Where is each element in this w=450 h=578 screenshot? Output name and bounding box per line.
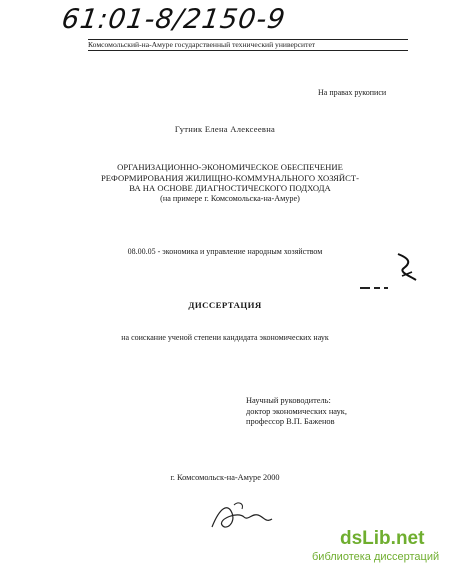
dslib-caption: библиотека диссертаций bbox=[312, 551, 440, 563]
document-type-heading: ДИССЕРТАЦИЯ bbox=[188, 300, 262, 310]
pen-scribble-mark bbox=[394, 250, 420, 284]
dslib-logo bbox=[340, 528, 424, 550]
advisor-name: профессор В.П. Баженов bbox=[246, 417, 335, 426]
advisor-degree: доктор экономических наук, bbox=[246, 406, 347, 416]
advisor-label: Научный руководитель: bbox=[246, 396, 331, 405]
degree-description: на соискание ученой степени кандидата экономических наук bbox=[121, 333, 329, 342]
university-header: Комсомольский-на-Амуре государственный технический университет bbox=[88, 39, 408, 51]
ink-dash-marks bbox=[360, 284, 390, 292]
specialty-code: 08.00.05 - экономика и управление народным хозяйством bbox=[127, 247, 323, 256]
city-and-year: г. Комсомольск-на-Амуре 2000 bbox=[170, 473, 280, 482]
handwritten-signature bbox=[208, 497, 278, 537]
title-line-1: ОРГАНИЗАЦИОННО-ЭКОНОМИЧЕСКОЕ ОБЕСПЕЧЕНИЕ bbox=[117, 162, 343, 172]
archive-code-handwritten: 61:01-8/2150-9 bbox=[59, 4, 288, 35]
author-name: Гутник Елена Алексеевна bbox=[174, 124, 276, 134]
dissertation-title bbox=[60, 162, 400, 204]
title-subtitle: (на примере г. Комсомольска-на-Амуре) bbox=[160, 193, 300, 203]
title-line-3: ВА НА ОСНОВЕ ДИАГНОСТИЧЕСКОГО ПОДХОДА bbox=[129, 183, 331, 193]
title-line-2: РЕФОРМИРОВАНИЯ ЖИЛИЩНО-КОММУНАЛЬНОГО ХОЗЯЙСТ- bbox=[101, 172, 359, 183]
scientific-advisor bbox=[246, 396, 347, 428]
manuscript-rights-label: На правах рукописи bbox=[318, 88, 387, 97]
dslib-logo-text: dsLib.net bbox=[340, 528, 425, 549]
